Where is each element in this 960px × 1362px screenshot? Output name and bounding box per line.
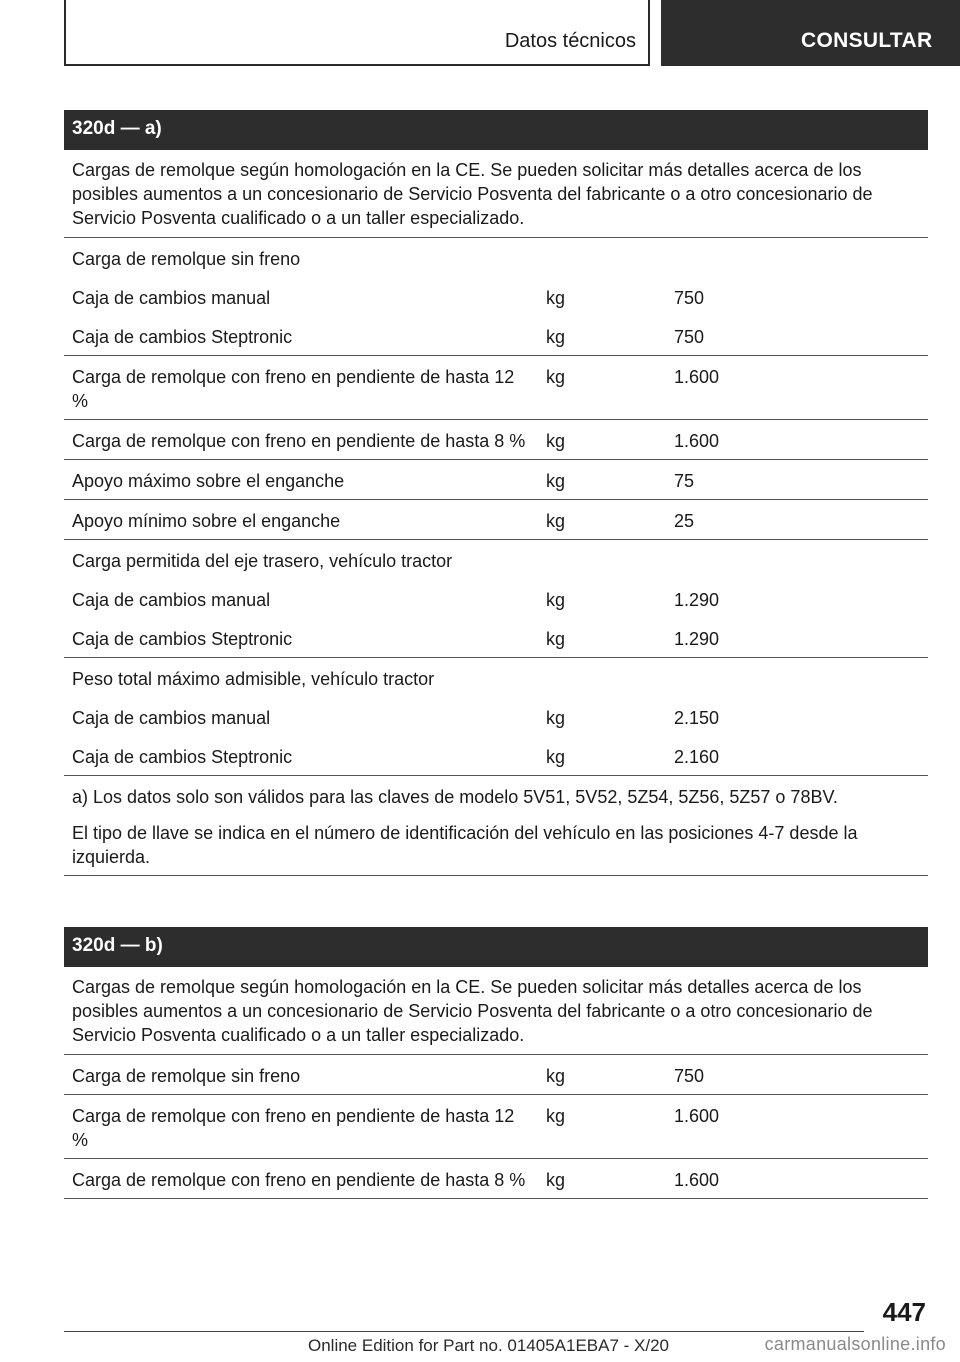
spec-label: Caja de cambios Steptronic [72,629,293,649]
table-row [64,1168,928,1192]
spec-label: Apoyo máximo sobre el enganche [72,471,345,491]
spec-value: 750 [674,288,705,308]
spec-group [64,1159,928,1199]
table-row [64,549,928,573]
spec-label: Caja de cambios manual [72,708,271,728]
spec-table [64,238,928,776]
spec-group [64,1055,928,1095]
table-row [64,429,928,453]
table-row [64,667,928,691]
spec-label: Caja de cambios Steptronic [72,747,293,767]
header-tab[interactable] [661,0,960,66]
spec-group [64,420,928,460]
spec-unit [540,247,668,271]
spec-group [64,1095,928,1159]
footnote: a) Los datos solo son válidos para las claves de modelo 5V51, 5V52, 5Z54, 5Z56, 5Z57 o 78BV. [72,787,838,807]
spec-value: 2.160 [674,747,720,767]
header-section-title: Datos técnicos [504,30,636,52]
spec-value: 2.150 [674,708,720,728]
spec-group [64,500,928,540]
header-section-box [64,0,650,66]
spec-label: Carga permitida del eje trasero, vehículo tractor [72,551,453,571]
spec-label: Carga de remolque con freno en pendiente de hasta 8 % [72,431,526,451]
spec-unit: kg [546,511,566,531]
spec-unit: kg [546,708,566,728]
spec-unit: kg [546,747,566,767]
table-row [64,706,928,730]
spec-label: Carga de remolque con freno en pendiente de hasta 8 % [72,1170,526,1190]
spec-value: 1.600 [674,1106,720,1126]
spec-label: Peso total máximo admisible, vehículo tractor [72,669,435,689]
section-title: 320d — a) [64,110,928,150]
spec-label: Carga de remolque con freno en pendiente de hasta 12 % [72,367,515,411]
spec-unit: kg [546,327,566,347]
table-row [64,1104,928,1152]
table-row [64,1064,928,1088]
spec-value: 75 [674,471,695,491]
table-row [64,469,928,493]
spec-label: Carga de remolque sin freno [72,249,301,269]
spec-group [64,356,928,420]
spec-label: Carga de remolque sin freno [72,1066,301,1086]
spec-value: 1.600 [674,431,720,451]
watermark-logo: carmanualsonline.info [764,1334,946,1354]
header-tab-label: CONSULTAR [801,29,933,52]
section-title: 320d — b) [64,927,928,967]
spec-value [668,667,928,691]
spec-value [668,247,928,271]
spec-unit: kg [546,431,566,451]
spec-group [64,460,928,500]
footer-divider [64,1331,864,1332]
section-320d-a [64,110,928,876]
spec-unit: kg [546,471,566,491]
spec-value: 1.290 [674,629,720,649]
spec-unit: kg [546,590,566,610]
spec-value: 25 [674,511,695,531]
section-intro: Cargas de remolque según homologación en la CE. Se pueden solicitar más detalles acerca de los posibles aumentos a un concesionario de Servicio Posventa del fabricante o a otro concesionario de Servicio Posventa cualificado o a un taller especializado. [64,150,928,238]
spec-label: Carga de remolque con freno en pendiente de hasta 12 % [72,1106,515,1150]
spec-value: 1.290 [674,590,720,610]
spec-group [64,238,928,356]
table-row [64,247,928,271]
spec-label: Caja de cambios manual [72,288,271,308]
spec-group [64,658,928,776]
table-row [64,286,928,310]
spec-label: Caja de cambios Steptronic [72,327,293,347]
footnote: El tipo de llave se indica en el número de identificación del vehículo en las posiciones 4-7 desde la izquierda. [72,823,858,867]
table-row [64,745,928,769]
table-row [64,588,928,612]
section-intro: Cargas de remolque según homologación en la CE. Se pueden solicitar más detalles acerca de los posibles aumentos a un concesionario de Servicio Posventa del fabricante o a otro concesionario de Servicio Posventa cualificado o a un taller especializado. [64,967,928,1055]
spec-label: Apoyo mínimo sobre el enganche [72,511,341,531]
spec-value: 1.600 [674,1170,720,1190]
spec-value: 1.600 [674,367,720,387]
spec-label: Caja de cambios manual [72,590,271,610]
spec-unit: kg [546,367,566,387]
table-row [64,325,928,349]
table-row [64,365,928,413]
spec-table [64,1055,928,1199]
table-row [64,627,928,651]
spec-unit: kg [546,1170,566,1190]
spec-value: 750 [674,327,705,347]
spec-value: 750 [674,1066,705,1086]
spec-unit: kg [546,629,566,649]
spec-unit: kg [546,1106,566,1126]
table-row [64,509,928,533]
section-320d-b [64,927,928,1199]
spec-group [64,540,928,658]
section-notes [64,776,928,876]
edition-text: Online Edition for Part no. 01405A1EBA7 - X/20 [308,1336,670,1355]
spec-unit: kg [546,288,566,308]
page-number: 447 [882,1297,926,1327]
spec-unit [540,667,668,691]
spec-unit [540,549,668,573]
spec-value [668,549,928,573]
spec-unit: kg [546,1066,566,1086]
